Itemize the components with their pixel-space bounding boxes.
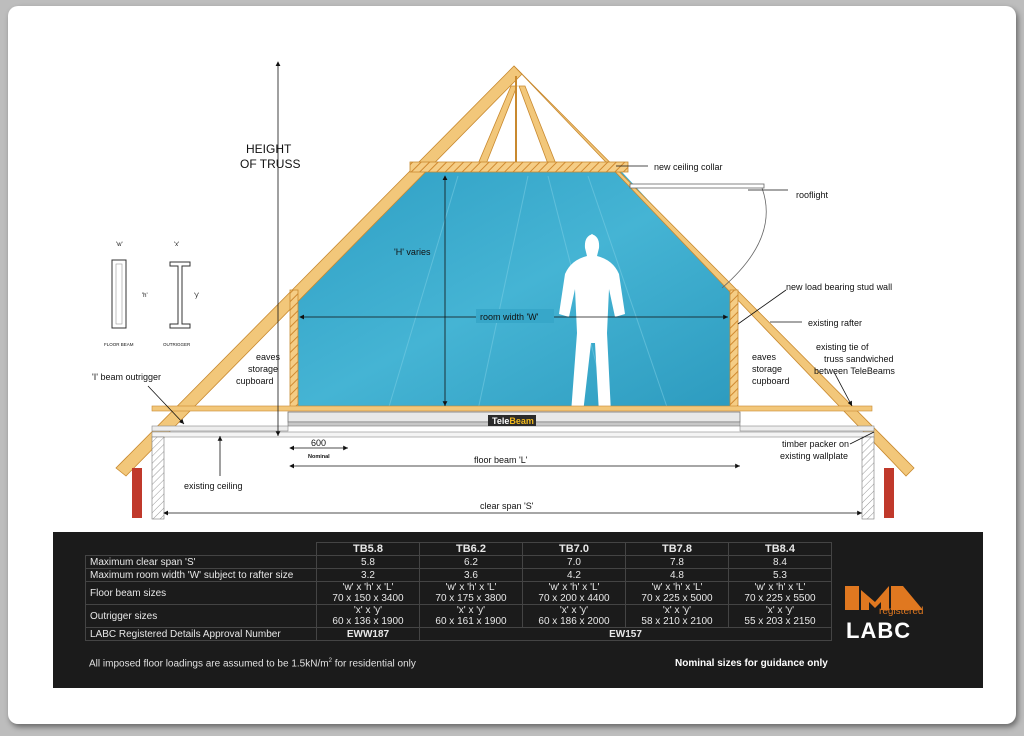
table-cell: 8.4 [729, 556, 832, 569]
rooflight-label: rooflight [796, 190, 829, 200]
table-cell [523, 605, 626, 628]
table-header-blank [86, 543, 317, 556]
table-header: TB6.2 [420, 543, 523, 556]
cell-sub: 'w' x 'h' x 'L' [651, 582, 703, 593]
cell-value: 70 x 225 x 5000 [641, 593, 713, 604]
cell-value: 70 x 150 x 3400 [332, 593, 404, 604]
cell-sub: 'x' x 'y' [456, 605, 486, 616]
eaves-right-line1: eaves [752, 352, 777, 362]
table-cell [626, 605, 729, 628]
cell-value: 70 x 225 x 5500 [744, 593, 816, 604]
right-outrigger [740, 426, 874, 431]
approval-number: EWW187 [317, 628, 420, 641]
row-label: Maximum room width 'W' subject to rafter size [86, 569, 317, 582]
table-cell: 7.8 [626, 556, 729, 569]
table-header: TB7.8 [626, 543, 729, 556]
height-of-truss-line1: HEIGHT [246, 142, 292, 156]
left-wall [152, 437, 164, 519]
footnote [89, 658, 416, 669]
row-label: LABC Registered Details Approval Number [86, 628, 317, 641]
logo-name: LABC [846, 618, 912, 643]
floor-beam-label: floor beam 'L' [474, 455, 528, 465]
nominal-small-label: Nominal [308, 454, 330, 460]
existing-tie-line3: between TeleBeams [814, 366, 895, 376]
cell-sub: 'x' x 'y' [765, 605, 795, 616]
table-cell [420, 605, 523, 628]
table-row [86, 569, 832, 582]
table-cell [729, 582, 832, 605]
cell-value: 55 x 203 x 2150 [744, 616, 816, 627]
cell-value: 70 x 200 x 4400 [538, 593, 610, 604]
cell-sub: 'w' x 'h' x 'L' [445, 582, 497, 593]
table-cell: 3.2 [317, 569, 420, 582]
legend-y-label: 'y' [194, 293, 200, 299]
existing-ceiling-board [152, 432, 874, 437]
table-cell: 4.2 [523, 569, 626, 582]
spec-table [85, 542, 832, 641]
table-header: TB7.0 [523, 543, 626, 556]
table-cell: 6.2 [420, 556, 523, 569]
table-cell [317, 605, 420, 628]
table-cell: 5.3 [729, 569, 832, 582]
stud-wall-label: new load bearing stud wall [786, 282, 893, 292]
outrigger-section [170, 262, 190, 328]
footnote-pre: All imposed floor loadings are assumed to be 1.5kN/m [89, 658, 329, 670]
h-varies-label: 'H' varies [394, 247, 431, 257]
nominal-note: Nominal sizes for guidance only [675, 658, 828, 669]
cell-value: 58 x 210 x 2100 [641, 616, 713, 627]
cell-sub: 'x' x 'y' [353, 605, 383, 616]
legend-h-label: 'h' [142, 293, 148, 299]
height-of-truss-line2: OF TRUSS [240, 157, 301, 171]
timber-packer-line2: existing wallplate [780, 451, 849, 461]
left-stud-wall [290, 290, 298, 410]
existing-tie [152, 406, 872, 411]
dim-600-label: 600 [311, 438, 327, 448]
cell-value: 60 x 136 x 1900 [332, 616, 404, 627]
legend-floor-beam-caption: FLOOR BEAM [104, 342, 134, 347]
cell-sub: 'x' x 'y' [662, 605, 692, 616]
right-brick [884, 468, 894, 518]
table-cell: 4.8 [626, 569, 729, 582]
table-row [86, 556, 832, 569]
cell-value: 60 x 161 x 1900 [435, 616, 507, 627]
existing-ceiling-label: existing ceiling [184, 481, 243, 491]
right-stud-wall [730, 290, 738, 410]
cell-value: 60 x 186 x 2000 [538, 616, 610, 627]
section-legend [112, 260, 190, 328]
telebeam-brand: TeleBeam [492, 416, 534, 426]
new-ceiling-collar-label: new ceiling collar [654, 162, 723, 172]
legend-w-label: 'w' [116, 242, 123, 248]
eaves-right-line2: storage [752, 364, 783, 374]
rooflight-swing [722, 188, 766, 288]
cell-sub: 'w' x 'h' x 'L' [342, 582, 394, 593]
logo-registered: registered [879, 606, 924, 617]
cell-value: 70 x 175 x 3800 [435, 593, 507, 604]
table-row [86, 605, 832, 628]
row-label: Maximum clear span 'S' [86, 556, 317, 569]
existing-rafter-label: existing rafter [808, 318, 863, 328]
table-cell [317, 582, 420, 605]
eaves-left-line3: cupboard [236, 376, 274, 386]
right-wall [862, 437, 874, 519]
rooflight [630, 184, 764, 188]
room-width-label: room width 'W' [480, 312, 539, 322]
cell-sub: 'w' x 'h' x 'L' [754, 582, 806, 593]
table-cell [420, 582, 523, 605]
legend-outrigger-caption: OUTRIGGER [163, 342, 191, 347]
i-beam-outrigger-label: 'I' beam outrigger [92, 372, 161, 382]
row-label: Outrigger sizes [86, 605, 317, 628]
spec-panel [53, 532, 983, 688]
table-cell: 5.8 [317, 556, 420, 569]
cell-sub: 'w' x 'h' x 'L' [548, 582, 600, 593]
footnote-post: for residential only [331, 658, 416, 670]
table-cell [523, 582, 626, 605]
clear-span-label: clear span 'S' [480, 501, 534, 511]
row-label: Floor beam sizes [86, 582, 317, 605]
table-header-row [86, 543, 832, 556]
floor-beam-section [112, 260, 126, 328]
eaves-left-line1: eaves [256, 352, 281, 362]
table-cell: 7.0 [523, 556, 626, 569]
approval-number: EW157 [420, 628, 832, 641]
table-row [86, 582, 832, 605]
room-space [298, 172, 730, 410]
cell-sub: 'x' x 'y' [559, 605, 589, 616]
right-web [519, 86, 556, 164]
legend-x-label: 'x' [174, 242, 180, 248]
footnote-sup: 2 [328, 658, 332, 664]
table-cell: 3.6 [420, 569, 523, 582]
table-cell [626, 582, 729, 605]
table-cell [729, 605, 832, 628]
timber-packer-line1: timber packer on [782, 439, 850, 449]
card [8, 6, 1016, 724]
eaves-left-line2: storage [248, 364, 279, 374]
left-outrigger [152, 426, 288, 431]
table-header: TB8.4 [729, 543, 832, 556]
left-brick [132, 468, 142, 518]
ceiling-collar [410, 162, 628, 172]
table-header: TB5.8 [317, 543, 420, 556]
table-row [86, 628, 832, 641]
existing-tie-line1: existing tie of [816, 342, 869, 352]
existing-tie-line2: truss sandwiched [824, 354, 894, 364]
eaves-right-line3: cupboard [752, 376, 790, 386]
